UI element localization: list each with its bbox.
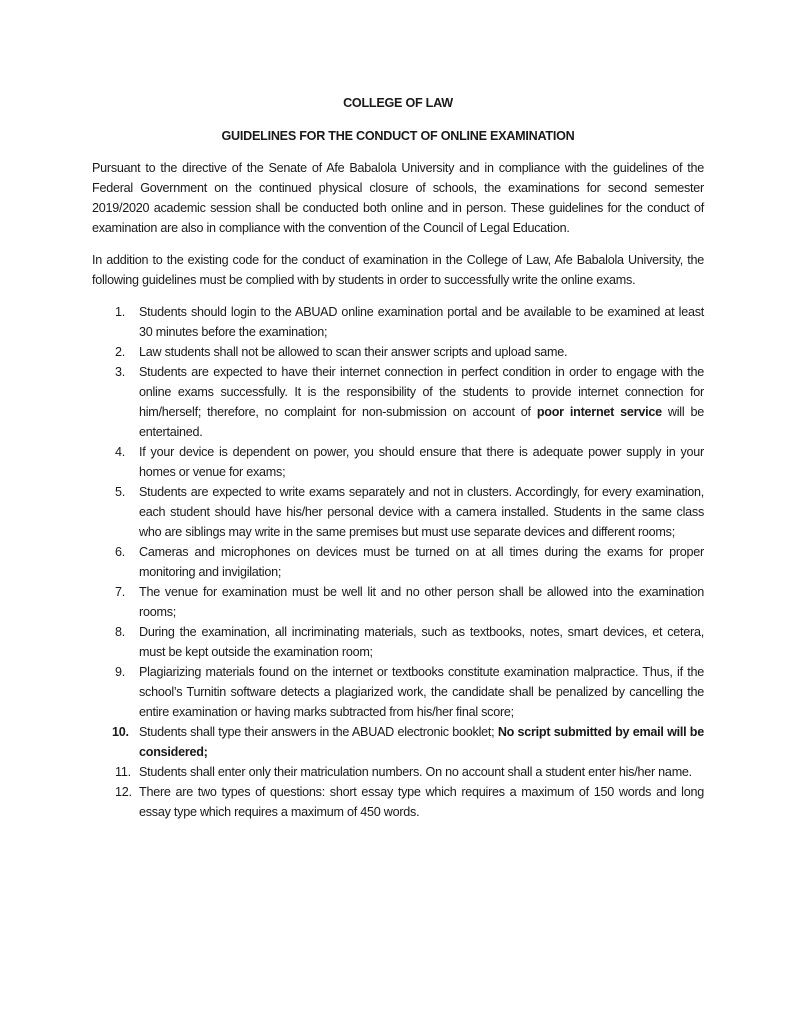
item-number: 4. (115, 445, 126, 459)
list-item (92, 782, 704, 822)
item-text: Law students shall not be allowed to scan their answer scripts and upload same. (139, 345, 568, 359)
item-number: 8. (115, 625, 126, 639)
document-heading: COLLEGE OF LAW (343, 96, 453, 110)
item-text: Students should login to the ABUAD online examination portal and be available to be examined at least 30 minutes before the examination; (139, 305, 704, 339)
list-item (92, 442, 704, 482)
item-number: 9. (115, 665, 126, 679)
list-item (92, 582, 704, 622)
list-item (92, 722, 704, 762)
item-text: If your device is dependent on power, you should ensure that there is adequate power supply in your homes or venue for exams; (139, 445, 704, 479)
item-number: 7. (115, 585, 126, 599)
item-text-emphasis: poor internet service (536, 405, 662, 419)
list-item (92, 342, 704, 362)
item-number: 11. (115, 765, 131, 779)
item-text: Students are expected to write exams separately and not in clusters. Accordingly, for every examination, each student should have his/her personal device with a camera installed. Students in the same class who are siblings may write in the same premises but must use separate devices and different rooms; (139, 485, 704, 539)
item-text: Students shall enter only their matriculation numbers. On no account shall a student enter his/her name. (139, 765, 692, 779)
list-item (92, 362, 704, 442)
list-item (92, 302, 704, 342)
second-paragraph: In addition to the existing code for the conduct of examination in the College of Law, Afe Babalola University, the following guidelines must be complied with by students in order to successfully write the online exams. (92, 253, 704, 287)
item-text-emphasis: No script submitted by email will be considered; (139, 725, 704, 759)
list-item (92, 482, 704, 542)
item-number: 5. (115, 485, 126, 499)
list-item (92, 662, 704, 722)
intro-paragraph: Pursuant to the directive of the Senate of Afe Babalola University and in compliance with the guidelines of the Federal Government on the continued physical closure of schools, the examinations for second semester 2019/2020 academic session shall be conducted both online and in person. These guidelines for the conduct of examination are also in compliance with the convention of the Council of Legal Education. (92, 161, 704, 235)
item-text: will be entertained. (139, 405, 704, 439)
list-item (92, 622, 704, 662)
item-number: 10. (112, 725, 129, 739)
item-number: 2. (115, 345, 126, 359)
list-item (92, 762, 704, 782)
item-text: Cameras and microphones on devices must be turned on at all times during the exams for proper monitoring and invigilation; (139, 545, 704, 579)
item-text: Students shall type their answers in the ABUAD electronic booklet; (139, 725, 498, 739)
item-text: Students are expected to have their internet connection in perfect condition in order to engage with the online exams successfully. It is the responsibility of the students to provide internet connection for him/herself; therefore, no complaint for non-submission on account of (139, 365, 704, 419)
item-text: Plagiarizing materials found on the internet or textbooks constitute examination malpractice. Thus, if the school’s Turnitin software detects a plagiarized work, the candidate shall be penalized by cancelling the entire examination or having marks subtracted from his/her final score; (139, 665, 704, 719)
item-number: 1. (115, 305, 126, 319)
item-number: 6. (115, 545, 126, 559)
item-text: During the examination, all incriminating materials, such as textbooks, notes, smart devices, et cetera, must be kept outside the examination room; (139, 625, 704, 659)
document-page (92, 93, 704, 822)
document-subheading: GUIDELINES FOR THE CONDUCT OF ONLINE EXAMINATION (221, 129, 575, 143)
item-number: 3. (115, 365, 126, 379)
guidelines-list (92, 302, 704, 822)
list-item (92, 542, 704, 582)
item-text: The venue for examination must be well lit and no other person shall be allowed into the examination rooms; (139, 585, 704, 619)
item-text: There are two types of questions: short essay type which requires a maximum of 150 words and long essay type which requires a maximum of 450 words. (139, 785, 704, 819)
item-number: 12. (115, 785, 132, 799)
